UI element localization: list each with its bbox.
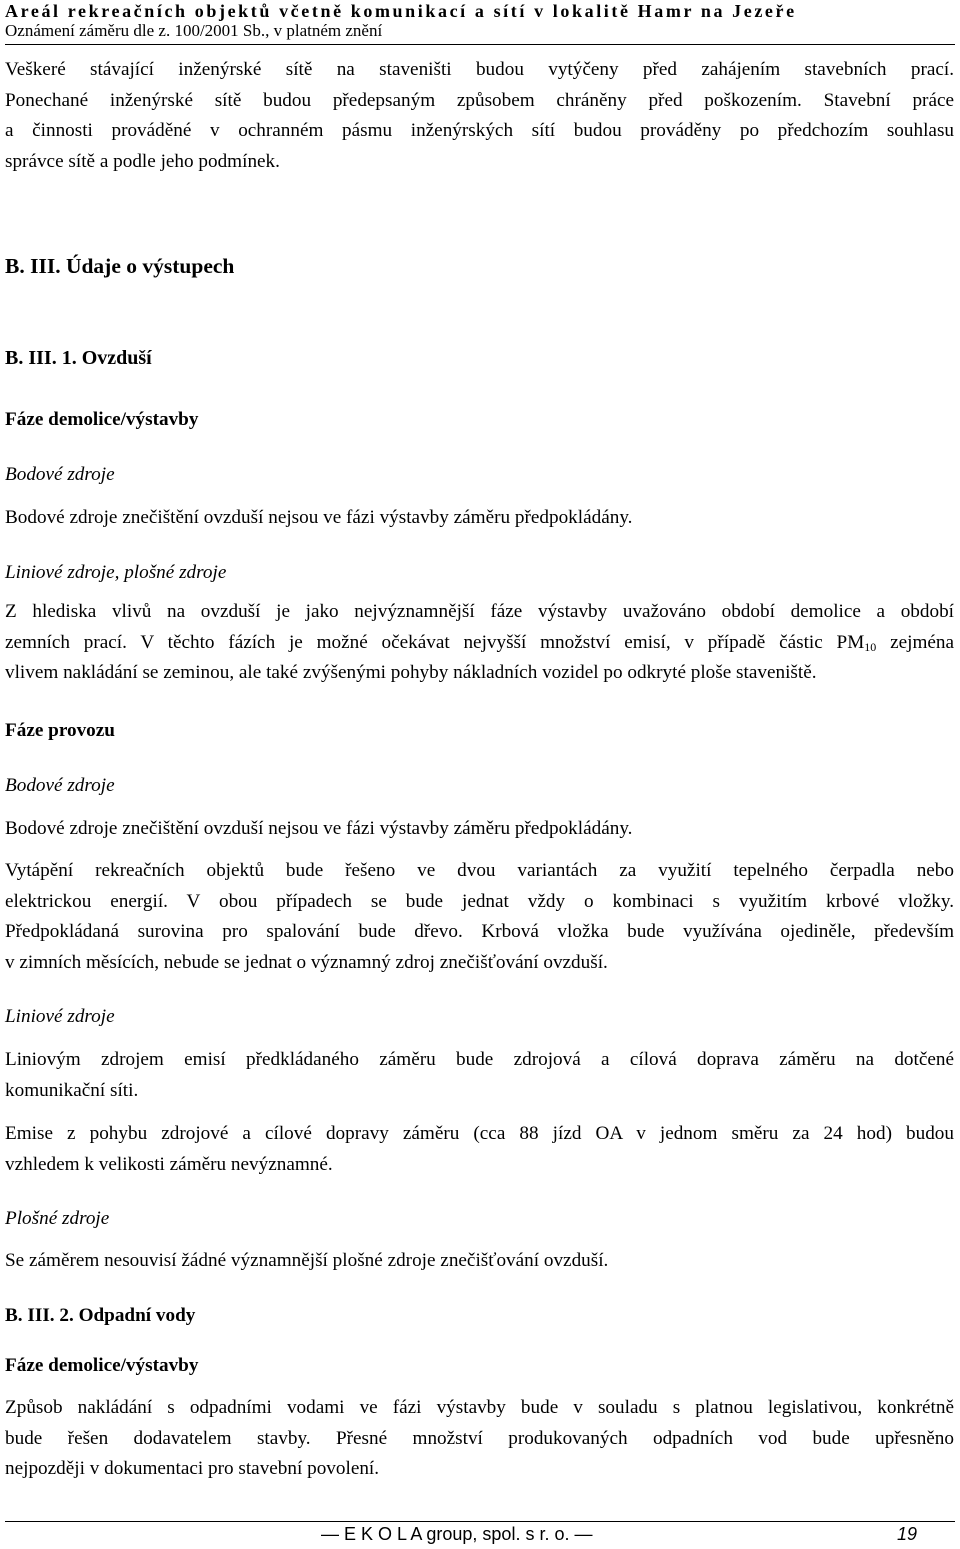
op-point-sources-text: Bodové zdroje znečištění ovzduší nejsou ve fázi výstavby záměru předpokládány. (5, 818, 633, 839)
footer-company: — E K O L A group, spol. s r. o. — (321, 1524, 593, 1544)
paragraph-line: Způsob nakládání s odpadními vodami ve fázi výstavby bude v souladu s platnou legislativou, konkrétně (5, 1397, 954, 1418)
pm-subscript: 10 (864, 639, 877, 654)
paragraph-line: vlivem nakládání se zeminou, ale také zvýšenými pohyby nákladních vozidel po odkryté ploše staveniště. (5, 662, 817, 683)
section-heading-b31: B. III. 1. Ovzduší (5, 347, 152, 369)
paragraph-line: Emise z pohybu zdrojové a cílové dopravy záměru (cca 88 jízd OA v jednom směru za 24 hod) budou (5, 1123, 954, 1144)
paragraph-line: elektrickou energií. V obou případech se bude jednat vždy o kombinaci s využitím krbové vložky. (5, 890, 954, 912)
emission-paragraph (5, 1119, 954, 1180)
paragraph-line: Z hlediska vlivů na ovzduší je jako nejvýznamnější fáze výstavby uvažováno období demolice a období (5, 601, 954, 622)
section-heading-b32: B. III. 2. Odpadní vody (5, 1305, 196, 1326)
document-header-subtitle: Oznámení záměru dle z. 100/2001 Sb., v platném znění (5, 21, 383, 40)
paragraph-line: bude řešen dodavatelem stavby. Přesné množství produkovaných odpadních vod bude upřesněno (5, 1427, 954, 1449)
heating-paragraph (5, 856, 954, 978)
page-number: 19 (897, 1524, 918, 1544)
document-header-title: Areál rekreačních objektů včetně komunikací a sítí v lokalitě Hamr na Jezeře (5, 1, 797, 21)
section-heading-b3: B. III. Údaje o výstupech (5, 254, 235, 278)
line-area-paragraph (5, 597, 954, 689)
point-sources-text: Bodové zdroje znečištění ovzduší nejsou ve fázi výstavby záměru předpokládány. (5, 507, 633, 528)
paragraph-line: v zimních měsících, nebude se jednat o významný zdroj znečišťování ovzduší. (5, 951, 608, 973)
paragraph-line: Předpokládaná surovina pro spalování bude dřevo. Krbová vložka bude využívána ojediněle, především (5, 921, 954, 942)
paragraph-line: komunikační síti. (5, 1079, 139, 1101)
paragraph-line: Vytápění rekreačních objektů bude řešeno ve dvou variantách za využití tepelného čerpadla nebo (5, 860, 954, 881)
paragraph-line: a činnosti prováděné v ochranném pásmu inženýrských sítí budou prováděny po předchozím souhlasu (5, 120, 954, 141)
footer-divider (5, 1521, 955, 1522)
subheading-construction-phase: Fáze demolice/výstavby (5, 409, 199, 430)
intro-paragraph (5, 55, 954, 177)
paragraph-line: Veškeré stávající inženýrské sítě na staveništi budou vytýčeny před zahájením stavebních prací. (5, 59, 954, 80)
subheading-point-sources: Bodové zdroje (5, 464, 115, 485)
paragraph-line: Liniovým zdrojem emisí předkládaného záměru bude zdrojová a cílová doprava záměru na dotčené (5, 1049, 954, 1070)
subheading-op-line-sources: Liniové zdroje (5, 1006, 115, 1027)
subheading-op-area-sources: Plošné zdroje (5, 1208, 110, 1229)
wastewater-paragraph (5, 1393, 954, 1485)
paragraph-line: vzhledem k velikosti záměru nevýznamné. (5, 1153, 333, 1175)
subheading-op-point-sources: Bodové zdroje (5, 775, 115, 796)
paragraph-line: správce sítě a podle jeho podmínek. (5, 150, 280, 172)
header-divider (5, 44, 955, 45)
subheading-operation-phase: Fáze provozu (5, 720, 115, 741)
paragraph-line: Ponechané inženýrské sítě budou předepsaným způsobem chráněny před poškozením. Stavební práce (5, 89, 954, 111)
op-area-sources-text: Se záměrem nesouvisí žádné významnější plošné zdroje znečišťování ovzduší. (5, 1250, 609, 1271)
subheading-line-area-sources: Liniové zdroje, plošné zdroje (5, 562, 227, 583)
paragraph-line: nejpozději v dokumentaci pro stavební povolení. (5, 1458, 380, 1479)
paragraph-line: zemních prací. V těchto fázích je možné očekávat nejvyšší množství emisí, v případě částic $PM_{10}$ zejména (5, 631, 954, 654)
op-line-paragraph (5, 1045, 954, 1106)
subheading-b32-construction-phase: Fáze demolice/výstavby (5, 1355, 199, 1376)
